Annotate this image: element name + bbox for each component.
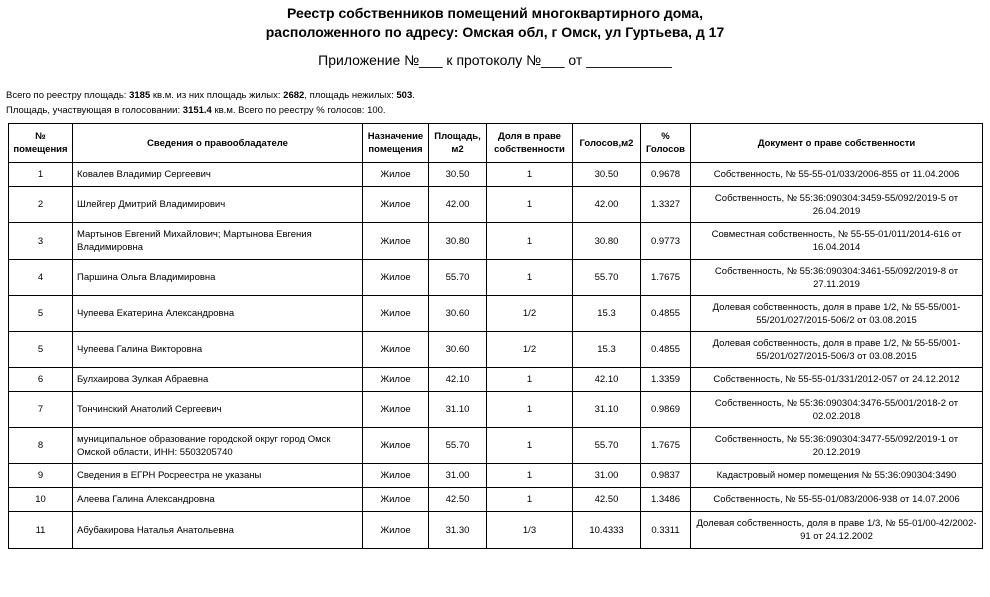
cell-purpose: Жилое xyxy=(363,428,429,464)
table-row xyxy=(9,332,983,368)
cell-purpose: Жилое xyxy=(363,332,429,368)
cell-area: 42.10 xyxy=(429,368,487,392)
cell-area: 42.50 xyxy=(429,488,487,512)
table-row xyxy=(9,368,983,392)
table-row xyxy=(9,163,983,187)
title-line-1: Реестр собственников помещений многоквартирного дома, xyxy=(287,5,703,21)
cell-share: 1 xyxy=(487,392,573,428)
cell-document: Долевая собственность, доля в праве 1/2, № 55-55/001-55/201/027/2015-506/2 от 03.08.2015 xyxy=(691,296,983,332)
cell-votes: 15.3 xyxy=(573,332,641,368)
cell-room: 1 xyxy=(9,163,73,187)
header-document: Документ о праве собственности xyxy=(691,124,983,163)
summary-text: Площадь, участвующая в голосовании: xyxy=(6,105,183,116)
cell-purpose: Жилое xyxy=(363,368,429,392)
summary-text: . xyxy=(412,90,415,101)
cell-room: 3 xyxy=(9,223,73,260)
summary-text: кв.м. из них площадь жилых: xyxy=(150,90,284,101)
cell-owner: Абубакирова Наталья Анатольевна xyxy=(73,512,363,549)
cell-percent: 1.3486 xyxy=(641,488,691,512)
table-row xyxy=(9,464,983,488)
cell-room: 11 xyxy=(9,512,73,549)
header-votes: Голосов,м2 xyxy=(573,124,641,163)
cell-room: 4 xyxy=(9,260,73,296)
cell-votes: 42.50 xyxy=(573,488,641,512)
cell-votes: 42.10 xyxy=(573,368,641,392)
cell-share: 1 xyxy=(487,163,573,187)
table-row xyxy=(9,488,983,512)
cell-owner: Мартынов Евгений Михайлович; Мартынова Евгения Владимировна xyxy=(73,223,363,260)
cell-percent: 0.9773 xyxy=(641,223,691,260)
cell-share: 1 xyxy=(487,464,573,488)
cell-document: Долевая собственность, доля в праве 1/3, № 55-01/00-42/2002-91 от 24.12.2002 xyxy=(691,512,983,549)
cell-owner: Ковалев Владимир Сергеевич xyxy=(73,163,363,187)
cell-votes: 31.00 xyxy=(573,464,641,488)
cell-votes: 10.4333 xyxy=(573,512,641,549)
cell-area: 30.60 xyxy=(429,332,487,368)
cell-area: 31.30 xyxy=(429,512,487,549)
cell-area: 55.70 xyxy=(429,260,487,296)
table-row xyxy=(9,187,983,223)
cell-document: Собственность, № 55:36:090304:3461-55/092/2019-8 от 27.11.2019 xyxy=(691,260,983,296)
cell-area: 55.70 xyxy=(429,428,487,464)
cell-owner: Шлейгер Дмитрий Владимирович xyxy=(73,187,363,223)
summary-text: Всего по реестру площадь: xyxy=(6,90,130,101)
cell-area: 30.80 xyxy=(429,223,487,260)
owners-table xyxy=(8,123,983,549)
cell-room: 6 xyxy=(9,368,73,392)
cell-room: 8 xyxy=(9,428,73,464)
header-percent: % Голосов xyxy=(641,124,691,163)
cell-share: 1/3 xyxy=(487,512,573,549)
summary-line-2 xyxy=(6,103,415,118)
cell-votes: 31.10 xyxy=(573,392,641,428)
cell-document: Собственность, № 55:36:090304:3476-55/001/2018-2 от 02.02.2018 xyxy=(691,392,983,428)
cell-document: Собственность, № 55:36:090304:3477-55/092/2019-1 от 20.12.2019 xyxy=(691,428,983,464)
cell-area: 30.60 xyxy=(429,296,487,332)
cell-room: 2 xyxy=(9,187,73,223)
cell-votes: 42.00 xyxy=(573,187,641,223)
cell-purpose: Жилое xyxy=(363,464,429,488)
living-area-value: 2682 xyxy=(283,90,305,101)
cell-room: 9 xyxy=(9,464,73,488)
cell-area: 30.50 xyxy=(429,163,487,187)
cell-purpose: Жилое xyxy=(363,187,429,223)
table-row xyxy=(9,392,983,428)
cell-share: 1 xyxy=(487,187,573,223)
cell-document: Собственность, № 55-55-01/083/2006-938 от 14.07.2006 xyxy=(691,488,983,512)
table-row xyxy=(9,512,983,549)
appendix-line: Приложение №___ к протоколу №___ от ___________ xyxy=(318,52,672,68)
header-share: Доля в праве собственности xyxy=(487,124,573,163)
cell-owner: Сведения в ЕГРН Росреестра не указаны xyxy=(73,464,363,488)
table-row xyxy=(9,260,983,296)
cell-percent: 0.4855 xyxy=(641,296,691,332)
cell-share: 1/2 xyxy=(487,332,573,368)
cell-document: Кадастровый номер помещения № 55:36:090304:3490 xyxy=(691,464,983,488)
cell-percent: 1.3327 xyxy=(641,187,691,223)
cell-area: 31.00 xyxy=(429,464,487,488)
cell-purpose: Жилое xyxy=(363,260,429,296)
header-room: № помещения xyxy=(9,124,73,163)
table-header-row xyxy=(9,124,983,163)
cell-owner: Чупеева Галина Викторовна xyxy=(73,332,363,368)
cell-purpose: Жилое xyxy=(363,296,429,332)
cell-percent: 0.9869 xyxy=(641,392,691,428)
summary-text: , площадь нежилых: xyxy=(304,90,397,101)
cell-document: Долевая собственность, доля в праве 1/2, № 55-55/001-55/201/027/2015-506/3 от 03.08.2015 xyxy=(691,332,983,368)
cell-votes: 55.70 xyxy=(573,260,641,296)
cell-share: 1 xyxy=(487,223,573,260)
cell-votes: 15.3 xyxy=(573,296,641,332)
summary-line-1 xyxy=(6,88,415,103)
cell-percent: 0.3311 xyxy=(641,512,691,549)
cell-document: Собственность, № 55-55-01/331/2012-057 от 24.12.2012 xyxy=(691,368,983,392)
title-line-2: расположенного по адресу: Омская обл, г Омск, ул Гуртьева, д 17 xyxy=(265,24,725,40)
cell-document: Собственность, № 55-55-01/033/2006-855 от 11.04.2006 xyxy=(691,163,983,187)
cell-purpose: Жилое xyxy=(363,512,429,549)
cell-purpose: Жилое xyxy=(363,392,429,428)
cell-share: 1 xyxy=(487,368,573,392)
cell-area: 42.00 xyxy=(429,187,487,223)
table-row xyxy=(9,428,983,464)
document-title xyxy=(0,4,990,42)
cell-percent: 0.4855 xyxy=(641,332,691,368)
cell-room: 5 xyxy=(9,296,73,332)
cell-share: 1 xyxy=(487,260,573,296)
cell-share: 1 xyxy=(487,428,573,464)
cell-purpose: Жилое xyxy=(363,488,429,512)
summary-block xyxy=(6,88,415,118)
header-owner: Сведения о правообладателе xyxy=(73,124,363,163)
cell-room: 10 xyxy=(9,488,73,512)
header-purpose: Назначение помещения xyxy=(363,124,429,163)
nonliving-area-value: 503 xyxy=(396,90,413,101)
cell-owner: муниципальное образование городской округ город Омск Омской области, ИНН: 5503205740 xyxy=(73,428,363,464)
cell-percent: 1.7675 xyxy=(641,260,691,296)
cell-votes: 30.50 xyxy=(573,163,641,187)
table-row xyxy=(9,223,983,260)
cell-owner: Паршина Ольга Владимировна xyxy=(73,260,363,296)
cell-percent: 1.3359 xyxy=(641,368,691,392)
cell-owner: Чупеева Екатерина Александровна xyxy=(73,296,363,332)
cell-room: 5 xyxy=(9,332,73,368)
cell-purpose: Жилое xyxy=(363,223,429,260)
cell-purpose: Жилое xyxy=(363,163,429,187)
cell-votes: 55.70 xyxy=(573,428,641,464)
header-area: Площадь, м2 xyxy=(429,124,487,163)
cell-owner: Тончинский Анатолий Сергеевич xyxy=(73,392,363,428)
voting-area-value: 3151.4 xyxy=(182,105,212,116)
cell-votes: 30.80 xyxy=(573,223,641,260)
cell-document: Совместная собственность, № 55-55-01/011/2014-616 от 16.04.2014 xyxy=(691,223,983,260)
total-area-value: 3185 xyxy=(129,90,151,101)
cell-percent: 1.7675 xyxy=(641,428,691,464)
cell-percent: 0.9837 xyxy=(641,464,691,488)
cell-share: 1 xyxy=(487,488,573,512)
table-row xyxy=(9,296,983,332)
cell-share: 1/2 xyxy=(487,296,573,332)
summary-text: кв.м. Всего по реестру % голосов: 100. xyxy=(211,105,386,116)
cell-owner: Булхаирова Зулкая Абраевна xyxy=(73,368,363,392)
cell-document: Собственность, № 55:36:090304:3459-55/092/2019-5 от 26.04.2019 xyxy=(691,187,983,223)
cell-percent: 0.9678 xyxy=(641,163,691,187)
cell-owner: Алеева Галина Александровна xyxy=(73,488,363,512)
cell-area: 31.10 xyxy=(429,392,487,428)
cell-room: 7 xyxy=(9,392,73,428)
